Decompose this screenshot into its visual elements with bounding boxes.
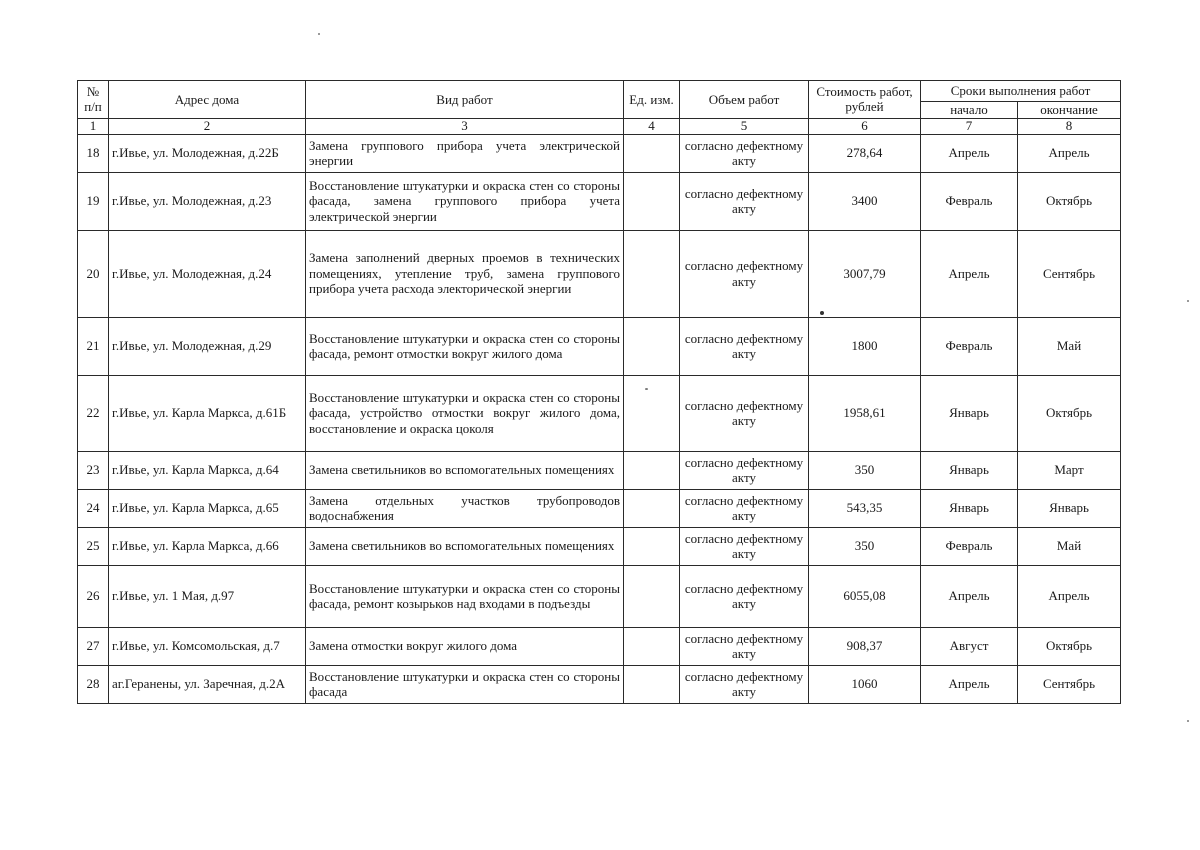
row-volume: согласно дефектному акту bbox=[680, 627, 809, 665]
row-end-month: Апрель bbox=[1018, 134, 1121, 172]
row-number: 22 bbox=[78, 375, 109, 451]
scan-speck bbox=[1187, 300, 1189, 302]
row-unit bbox=[624, 665, 680, 703]
scan-speck bbox=[645, 388, 648, 390]
header-volume: Объем работ bbox=[680, 81, 809, 119]
row-cost: 1800 bbox=[809, 317, 921, 375]
row-start-month: Апрель bbox=[921, 230, 1018, 317]
header-address: Адрес дома bbox=[109, 81, 306, 119]
row-address: г.Ивье, ул. 1 Мая, д.97 bbox=[109, 565, 306, 627]
row-number: 18 bbox=[78, 134, 109, 172]
row-cost: 543,35 bbox=[809, 489, 921, 527]
table-row bbox=[78, 172, 1121, 230]
document-sheet bbox=[77, 80, 1121, 704]
row-end-month: Октябрь bbox=[1018, 627, 1121, 665]
row-volume: согласно дефектному акту bbox=[680, 527, 809, 565]
table-row bbox=[78, 665, 1121, 703]
header-end: окончание bbox=[1018, 102, 1121, 119]
header-num: № п/п bbox=[78, 81, 109, 119]
header-row bbox=[78, 81, 1121, 102]
row-volume: согласно дефектному акту bbox=[680, 172, 809, 230]
row-address: г.Ивье, ул. Карла Маркса, д.65 bbox=[109, 489, 306, 527]
row-volume: согласно дефектному акту bbox=[680, 565, 809, 627]
column-number: 6 bbox=[809, 118, 921, 134]
row-address: г.Ивье, ул. Карла Маркса, д.66 bbox=[109, 527, 306, 565]
row-work-description: Замена светильников во вспомогательных помещениях bbox=[306, 527, 624, 565]
row-start-month: Апрель bbox=[921, 665, 1018, 703]
row-start-month: Февраль bbox=[921, 317, 1018, 375]
row-unit bbox=[624, 489, 680, 527]
row-end-month: Октябрь bbox=[1018, 172, 1121, 230]
row-unit bbox=[624, 565, 680, 627]
row-number: 28 bbox=[78, 665, 109, 703]
column-number: 1 bbox=[78, 118, 109, 134]
row-work-description: Восстановление штукатурки и окраска стен со стороны фасада, замена группового прибора учета электрической энергии bbox=[306, 172, 624, 230]
scan-speck bbox=[1187, 720, 1189, 722]
row-volume: согласно дефектному акту bbox=[680, 375, 809, 451]
row-cost: 350 bbox=[809, 451, 921, 489]
row-end-month: Сентябрь bbox=[1018, 230, 1121, 317]
table-row bbox=[78, 627, 1121, 665]
row-unit bbox=[624, 527, 680, 565]
row-cost: 1060 bbox=[809, 665, 921, 703]
row-work-description: Замена светильников во вспомогательных помещениях bbox=[306, 451, 624, 489]
row-volume: согласно дефектному акту bbox=[680, 665, 809, 703]
header-terms: Сроки выполнения работ bbox=[921, 81, 1121, 102]
header-work-type: Вид работ bbox=[306, 81, 624, 119]
row-work-description: Замена заполнений дверных проемов в технических помещениях, утепление труб, замена группового прибора учета расхода электорической энергии bbox=[306, 230, 624, 317]
row-volume: согласно дефектному акту bbox=[680, 451, 809, 489]
row-end-month: Май bbox=[1018, 317, 1121, 375]
row-unit bbox=[624, 134, 680, 172]
row-start-month: Апрель bbox=[921, 565, 1018, 627]
header-cost: Стоимость работ, рублей bbox=[809, 81, 921, 119]
column-number: 7 bbox=[921, 118, 1018, 134]
row-volume: согласно дефектному акту bbox=[680, 230, 809, 317]
row-start-month: Январь bbox=[921, 451, 1018, 489]
column-number: 8 bbox=[1018, 118, 1121, 134]
row-number: 27 bbox=[78, 627, 109, 665]
row-address: г.Ивье, ул. Молодежная, д.29 bbox=[109, 317, 306, 375]
row-number: 26 bbox=[78, 565, 109, 627]
header-start: начало bbox=[921, 102, 1018, 119]
row-work-description: Восстановление штукатурки и окраска стен со стороны фасада, ремонт отмостки вокруг жилого дома bbox=[306, 317, 624, 375]
row-cost: 3007,79 bbox=[809, 230, 921, 317]
row-unit bbox=[624, 451, 680, 489]
scan-speck bbox=[820, 311, 824, 315]
row-start-month: Февраль bbox=[921, 172, 1018, 230]
row-address: аг.Геранены, ул. Заречная, д.2А bbox=[109, 665, 306, 703]
row-work-description: Восстановление штукатурки и окраска стен со стороны фасада, ремонт козырьков над входами в подъезды bbox=[306, 565, 624, 627]
row-end-month: Сентябрь bbox=[1018, 665, 1121, 703]
row-work-description: Восстановление штукатурки и окраска стен со стороны фасада bbox=[306, 665, 624, 703]
row-address: г.Ивье, ул. Молодежная, д.23 bbox=[109, 172, 306, 230]
row-unit bbox=[624, 172, 680, 230]
row-unit bbox=[624, 627, 680, 665]
row-end-month: Январь bbox=[1018, 489, 1121, 527]
column-number: 3 bbox=[306, 118, 624, 134]
row-end-month: Май bbox=[1018, 527, 1121, 565]
table-row bbox=[78, 451, 1121, 489]
header-unit: Ед. изм. bbox=[624, 81, 680, 119]
row-end-month: Март bbox=[1018, 451, 1121, 489]
row-end-month: Апрель bbox=[1018, 565, 1121, 627]
row-address: г.Ивье, ул. Карла Маркса, д.61Б bbox=[109, 375, 306, 451]
row-number: 20 bbox=[78, 230, 109, 317]
row-cost: 350 bbox=[809, 527, 921, 565]
repair-works-table bbox=[77, 80, 1121, 704]
table-row bbox=[78, 375, 1121, 451]
row-number: 23 bbox=[78, 451, 109, 489]
row-number: 19 bbox=[78, 172, 109, 230]
row-volume: согласно дефектному акту bbox=[680, 134, 809, 172]
column-number: 5 bbox=[680, 118, 809, 134]
table-row bbox=[78, 134, 1121, 172]
table-row bbox=[78, 565, 1121, 627]
row-cost: 1958,61 bbox=[809, 375, 921, 451]
scan-speck bbox=[318, 33, 320, 35]
row-address: г.Ивье, ул. Карла Маркса, д.64 bbox=[109, 451, 306, 489]
row-unit bbox=[624, 230, 680, 317]
row-unit bbox=[624, 317, 680, 375]
row-address: г.Ивье, ул. Молодежная, д.22Б bbox=[109, 134, 306, 172]
row-volume: согласно дефектному акту bbox=[680, 489, 809, 527]
row-start-month: Январь bbox=[921, 489, 1018, 527]
table-row bbox=[78, 230, 1121, 317]
row-work-description: Восстановление штукатурки и окраска стен со стороны фасада, устройство отмостки вокруг жилого дома, восстановление и окраска цоколя bbox=[306, 375, 624, 451]
row-start-month: Август bbox=[921, 627, 1018, 665]
row-cost: 6055,08 bbox=[809, 565, 921, 627]
row-number: 21 bbox=[78, 317, 109, 375]
row-address: г.Ивье, ул. Комсомольская, д.7 bbox=[109, 627, 306, 665]
row-start-month: Апрель bbox=[921, 134, 1018, 172]
column-numbers-row bbox=[78, 118, 1121, 134]
row-unit bbox=[624, 375, 680, 451]
row-address: г.Ивье, ул. Молодежная, д.24 bbox=[109, 230, 306, 317]
row-cost: 278,64 bbox=[809, 134, 921, 172]
row-cost: 3400 bbox=[809, 172, 921, 230]
column-number: 2 bbox=[109, 118, 306, 134]
row-number: 24 bbox=[78, 489, 109, 527]
table-row bbox=[78, 489, 1121, 527]
row-work-description: Замена отдельных участков трубопроводов водоснабжения bbox=[306, 489, 624, 527]
row-start-month: Январь bbox=[921, 375, 1018, 451]
table-row bbox=[78, 527, 1121, 565]
row-work-description: Замена группового прибора учета электрической энергии bbox=[306, 134, 624, 172]
row-start-month: Февраль bbox=[921, 527, 1018, 565]
row-work-description: Замена отмостки вокруг жилого дома bbox=[306, 627, 624, 665]
row-cost: 908,37 bbox=[809, 627, 921, 665]
row-volume: согласно дефектному акту bbox=[680, 317, 809, 375]
row-end-month: Октябрь bbox=[1018, 375, 1121, 451]
table-row bbox=[78, 317, 1121, 375]
column-number: 4 bbox=[624, 118, 680, 134]
row-number: 25 bbox=[78, 527, 109, 565]
